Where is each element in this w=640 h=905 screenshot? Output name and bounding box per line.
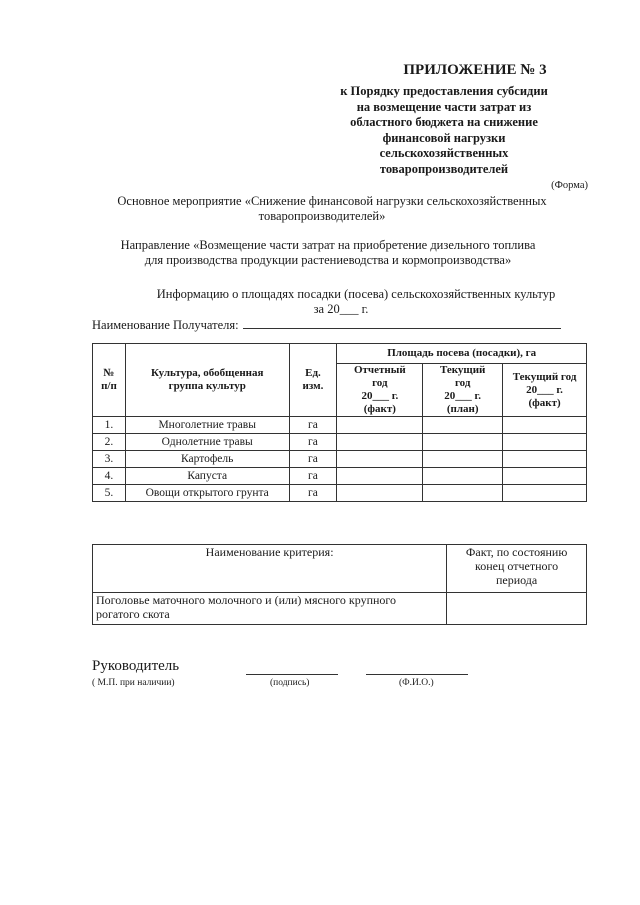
cell-current-plan[interactable] [423, 468, 503, 485]
table-row [93, 417, 587, 434]
recipient-fill-line[interactable] [243, 317, 561, 329]
table-row [93, 451, 587, 468]
col-crop-line: Культура, обобщенная [150, 367, 264, 379]
col-report-year-header [337, 364, 423, 417]
area-group-header: Площадь посева (посадки), га [337, 344, 587, 364]
signature-line[interactable] [246, 673, 338, 675]
cell-current-plan[interactable] [423, 485, 503, 502]
col-plan-line: 20___ г. [444, 390, 482, 402]
row-num: 1. [93, 417, 126, 434]
cell-current-fact[interactable] [503, 468, 587, 485]
fact-header-line: периода [495, 573, 538, 587]
col-current-plan-header [423, 364, 503, 417]
recipient-field [92, 317, 561, 333]
subtitle-line: товаропроизводителей [379, 161, 509, 176]
fact-header [447, 545, 587, 593]
subtitle-line: областного бюджета на снижение [350, 115, 538, 129]
row-unit: га [289, 417, 337, 434]
signature-label: (подпись) [270, 678, 310, 688]
fio-label: (Ф.И.О.) [399, 678, 434, 688]
row-unit: га [289, 434, 337, 451]
fact-cell[interactable] [447, 593, 587, 625]
cell-report-year[interactable] [337, 434, 423, 451]
row-crop: Многолетние травы [125, 417, 289, 434]
col-unit-line: изм. [302, 380, 324, 392]
info-heading [76, 287, 636, 317]
cell-report-year[interactable] [337, 417, 423, 434]
cell-current-plan[interactable] [423, 417, 503, 434]
table-row [93, 434, 587, 451]
criterion-line: рогатого скота [96, 607, 170, 621]
row-crop: Капуста [125, 468, 289, 485]
cell-current-fact[interactable] [503, 417, 587, 434]
cell-report-year[interactable] [337, 485, 423, 502]
subtitle-line: на возмещение части затрат из [356, 99, 532, 114]
planting-area-table [92, 343, 587, 502]
subtitle-line: к Порядку предоставления субсидии [340, 84, 548, 98]
fact-header-line: конец отчетного [475, 559, 559, 573]
cell-current-plan[interactable] [423, 434, 503, 451]
signature-title: Руководитель [92, 658, 180, 674]
main-event-line: товаропроизводителей» [258, 209, 386, 223]
row-unit: га [289, 468, 337, 485]
criterion-cell [93, 593, 447, 625]
col-fact-line: Текущий год [512, 370, 577, 383]
col-unit-header [289, 344, 337, 417]
fio-line[interactable] [366, 673, 468, 675]
col-report-line: (факт) [363, 403, 396, 415]
cell-current-fact[interactable] [503, 434, 587, 451]
col-plan-line: Текущий [439, 364, 486, 376]
recipient-label: Наименование Получателя: [92, 318, 239, 332]
col-num-line: п/п [101, 380, 117, 392]
table-row [93, 468, 587, 485]
row-num: 4. [93, 468, 126, 485]
row-unit: га [289, 451, 337, 468]
col-report-line: Отчетный [353, 364, 406, 376]
form-label: (Форма) [551, 180, 588, 191]
appendix-subtitle [300, 84, 588, 177]
subtitle-line: сельскохозяйственных [379, 146, 509, 160]
cell-current-fact[interactable] [503, 451, 587, 468]
col-fact-line: (факт) [528, 396, 561, 409]
cell-current-plan[interactable] [423, 451, 503, 468]
info-period: за 20___ г. [313, 302, 369, 316]
cell-current-fact[interactable] [503, 485, 587, 502]
col-num-line: № [103, 367, 115, 379]
col-fact-line: 20___ г. [526, 383, 563, 396]
cell-report-year[interactable] [337, 451, 423, 468]
stamp-label: ( М.П. при наличии) [92, 678, 175, 688]
direction-line: Направление «Возмещение части затрат на приобретение дизельного топлива [120, 238, 536, 252]
row-num: 3. [93, 451, 126, 468]
table-row [93, 485, 587, 502]
row-crop: Однолетние травы [125, 434, 289, 451]
col-plan-line: (план) [446, 403, 479, 415]
col-current-fact-header [503, 364, 587, 417]
col-num-header [93, 344, 126, 417]
main-event-line: Основное мероприятие «Снижение финансовой нагрузки сельскохозяйственных [117, 194, 547, 208]
col-crop-line: группа культур [168, 380, 246, 392]
appendix-title: ПРИЛОЖЕНИЕ № 3 [403, 62, 547, 78]
col-unit-line: Ед. [305, 367, 321, 379]
row-crop: Овощи открытого грунта [125, 485, 289, 502]
col-plan-line: год [454, 377, 471, 389]
criterion-line: Поголовье маточного молочного и (или) мясного крупного [96, 593, 397, 607]
fact-header-line: Факт, по состоянию [465, 545, 568, 559]
row-num: 5. [93, 485, 126, 502]
subtitle-line: финансовой нагрузки [382, 130, 506, 145]
col-crop-header [125, 344, 289, 417]
col-report-line: год [372, 377, 388, 389]
row-num: 2. [93, 434, 126, 451]
cell-report-year[interactable] [337, 468, 423, 485]
direction [48, 238, 608, 268]
info-line: Информацию о площадях посадки (посева) сельскохозяйственных культур [156, 287, 556, 301]
criteria-table [92, 544, 587, 625]
direction-line: для производства продукции растениеводства и кормопроизводства» [144, 253, 512, 267]
row-unit: га [289, 485, 337, 502]
row-crop: Картофель [125, 451, 289, 468]
col-report-line: 20___ г. [361, 390, 399, 402]
main-event [52, 194, 612, 224]
criterion-header: Наименование критерия: [93, 545, 447, 593]
